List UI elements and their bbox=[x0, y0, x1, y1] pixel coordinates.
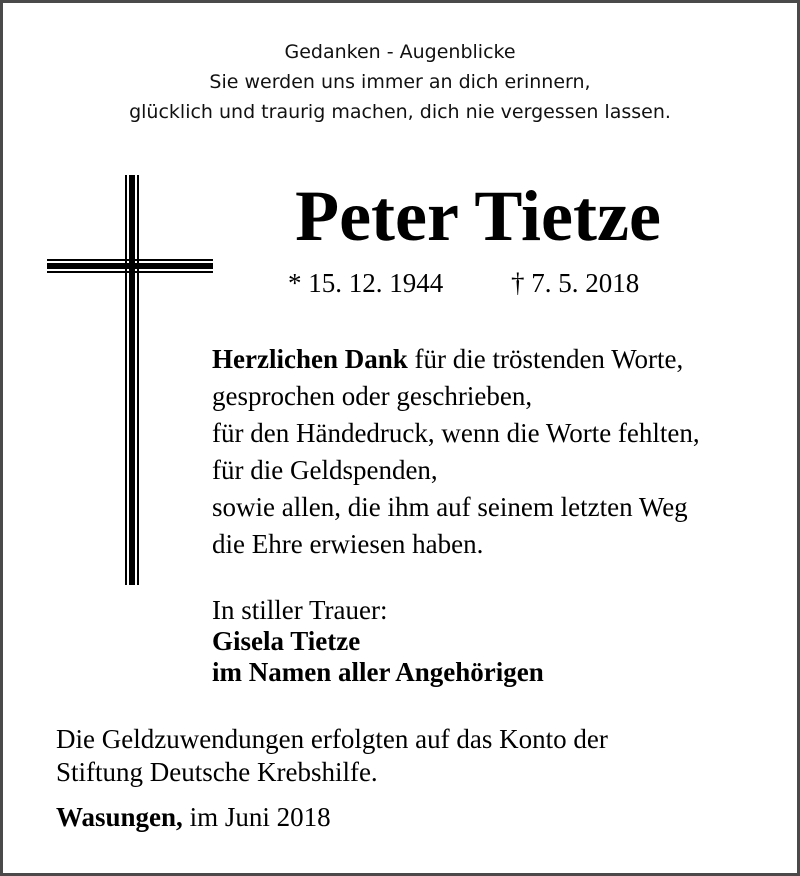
thanks-line-1 bbox=[212, 341, 772, 378]
donation-line-2: Stiftung Deutsche Krebshilfe. bbox=[56, 757, 378, 787]
thanks-line-6: die Ehre erwiesen haben. bbox=[212, 529, 484, 559]
motto bbox=[3, 37, 797, 127]
thanks-lead: Herzlichen Dank bbox=[212, 344, 408, 374]
thanks-line-2: gesprochen oder geschrieben, bbox=[212, 381, 533, 411]
birth-date: * 15. 12. 1944 bbox=[288, 268, 444, 298]
donation-line-1: Die Geldzuwendungen erfolgten auf das Konto der bbox=[56, 724, 608, 754]
mourning-signature bbox=[212, 595, 772, 688]
thanks-line-3: für den Händedruck, wenn die Worte fehlten, bbox=[212, 418, 700, 448]
mourning-signer: Gisela Tietze bbox=[212, 626, 361, 656]
cross-icon bbox=[47, 175, 217, 585]
motto-line-3: glücklich und traurig machen, dich nie vergessen lassen. bbox=[129, 101, 671, 123]
motto-line-1: Gedanken - Augenblicke bbox=[284, 41, 516, 63]
mourning-family: im Namen aller Angehörigen bbox=[212, 657, 544, 687]
thanks-line-5: sowie allen, die ihm auf seinem letzten Weg bbox=[212, 492, 688, 522]
thanks-text bbox=[212, 341, 772, 563]
thanks-line-4: für die Geldspenden, bbox=[212, 455, 438, 485]
thanks-lead-rest: für die tröstenden Worte, bbox=[407, 344, 684, 374]
place-date-text: im Juni 2018 bbox=[182, 802, 331, 832]
donation-note bbox=[56, 723, 776, 789]
motto-line-2: Sie werden uns immer an dich erinnern, bbox=[209, 71, 591, 93]
place-city: Wasungen, bbox=[56, 802, 183, 832]
mourning-intro: In stiller Trauer: bbox=[212, 595, 388, 625]
death-date: † 7. 5. 2018 bbox=[511, 268, 640, 298]
place-date bbox=[56, 799, 776, 835]
deceased-name: Peter Tietze bbox=[295, 176, 661, 256]
